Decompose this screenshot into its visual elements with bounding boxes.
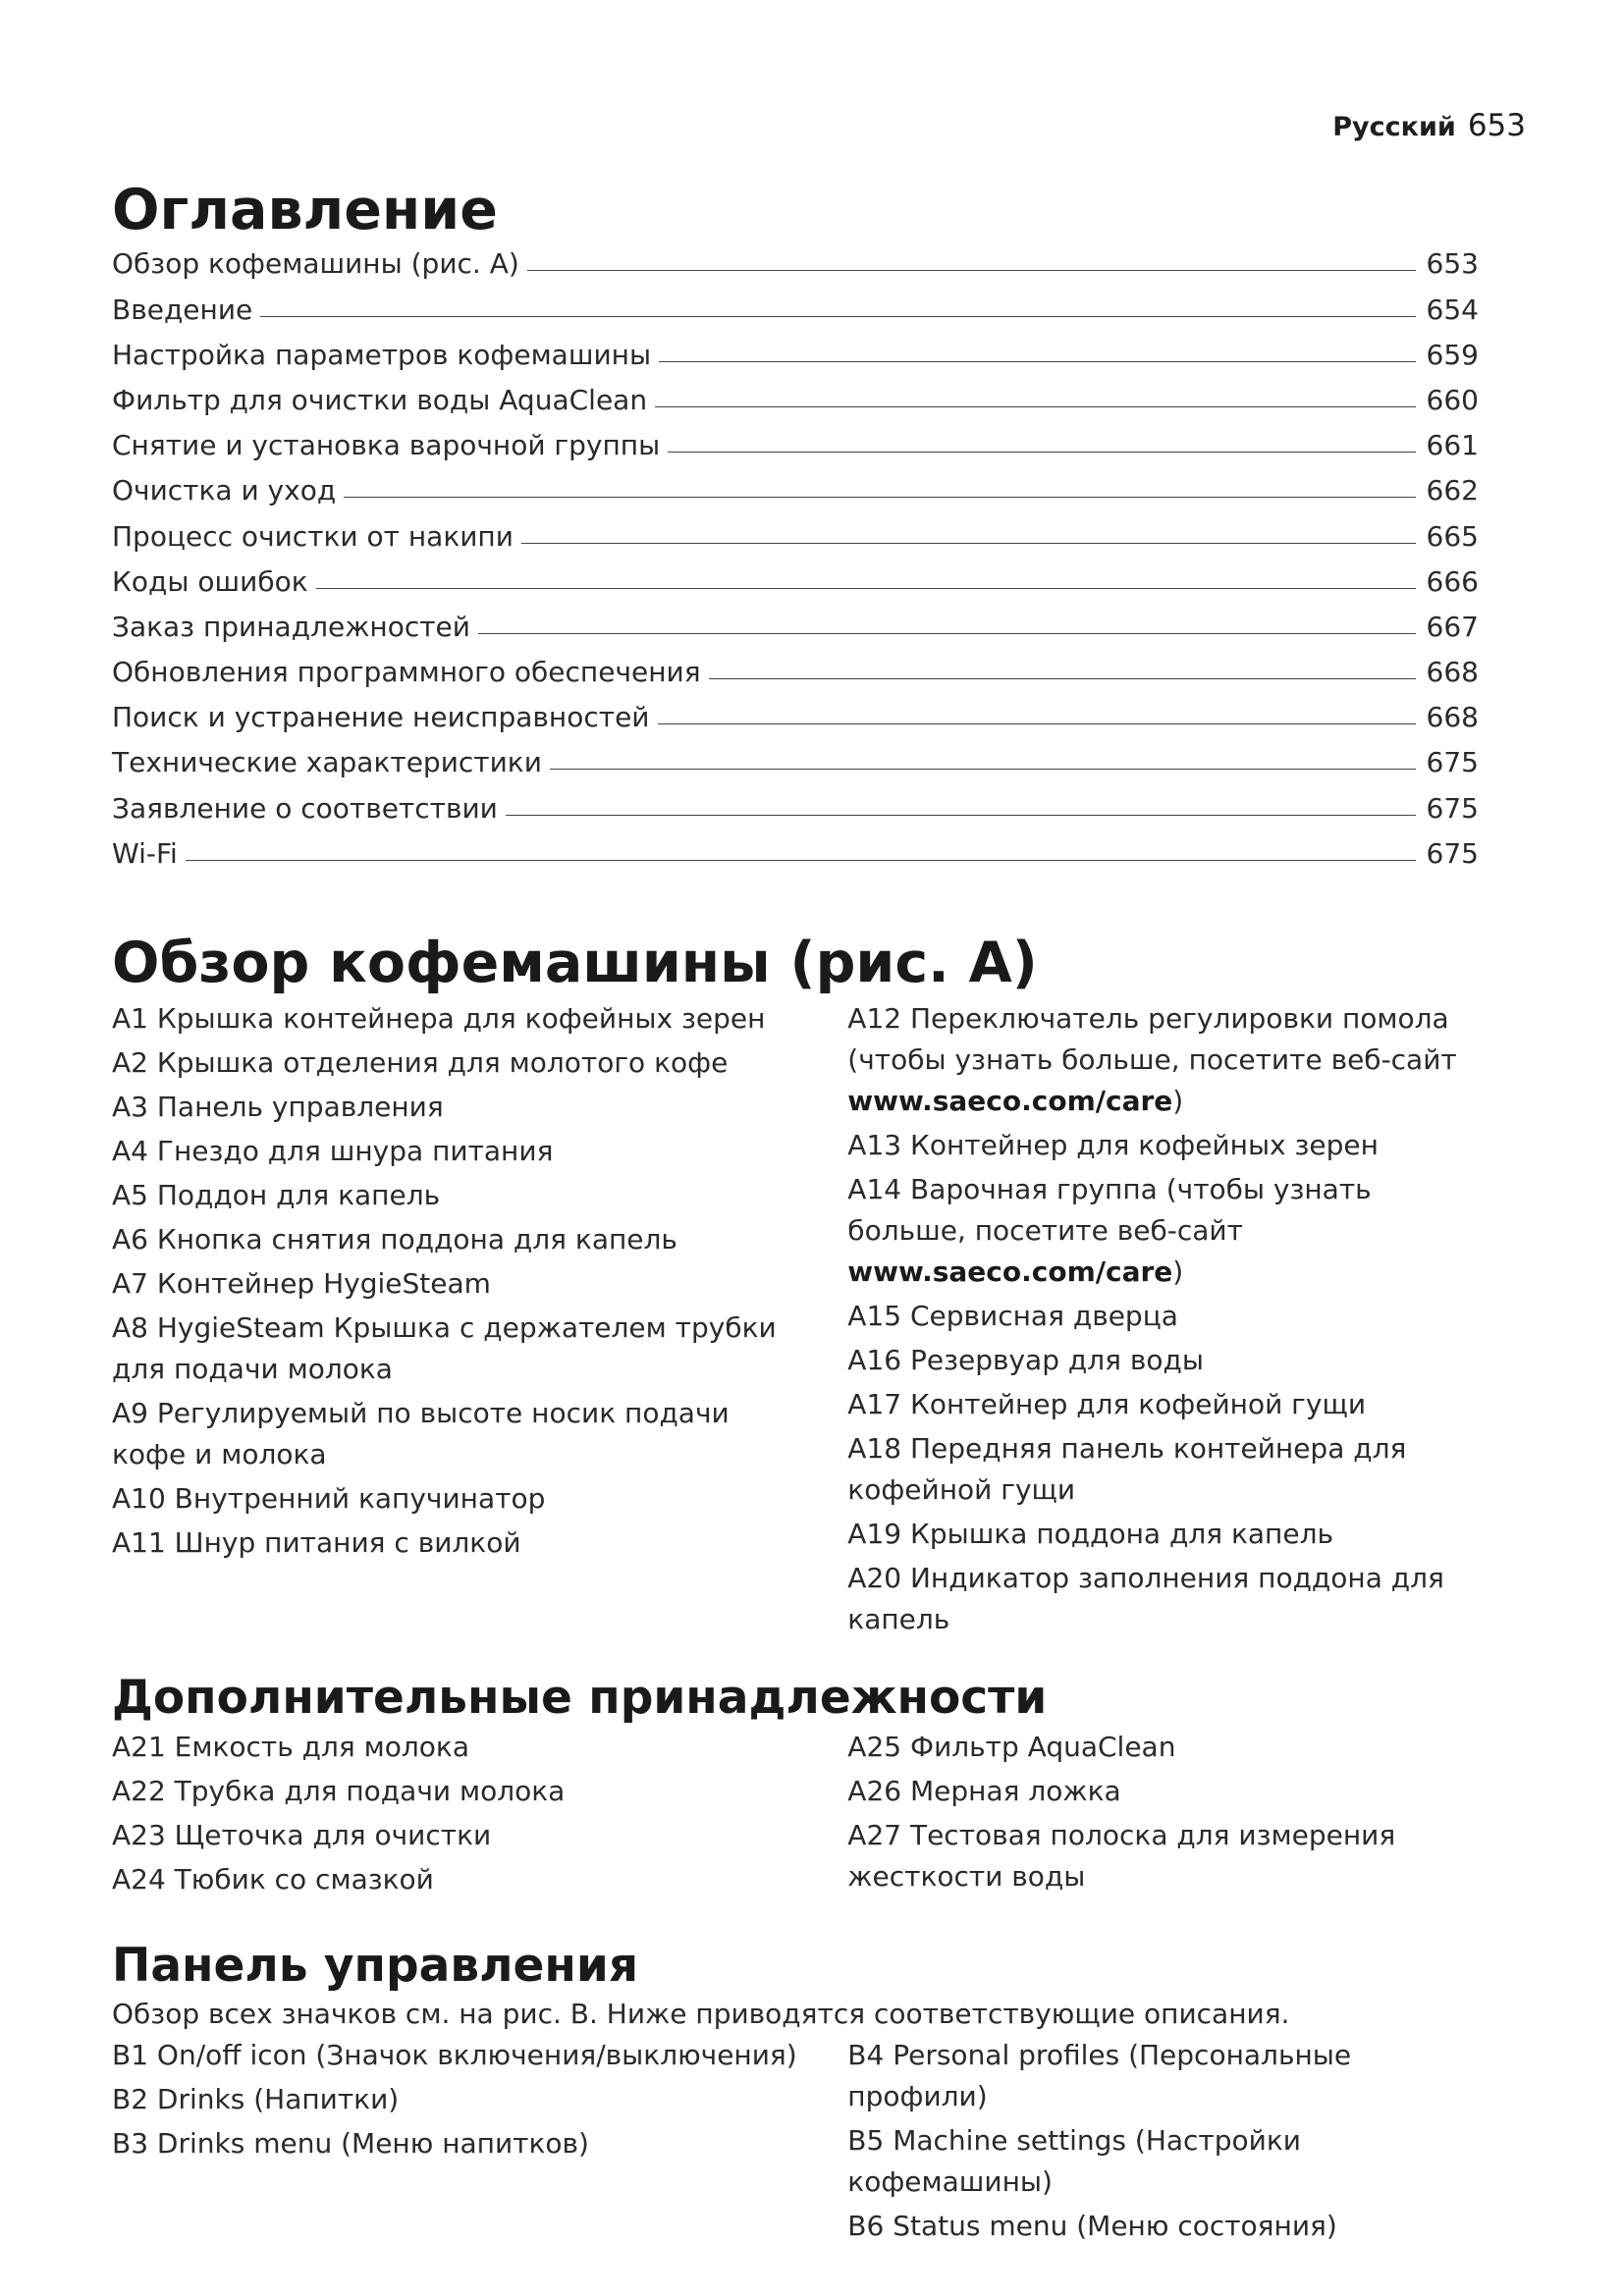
list-item: B5 Machine settings (Настройки кофемашины) [847,2124,1301,2199]
overview-right-column [847,998,1487,1643]
page-number: 653 [1467,108,1526,143]
list-item: A23 Щеточка для очистки [112,1818,492,1851]
toc-entry-page: 675 [1426,746,1479,779]
toc-entry[interactable] [112,701,1479,746]
toc-leader [655,406,1416,407]
accessories-right-column [847,1727,1487,1903]
control-panel-intro: Обзор всех значков см. на рис. B. Ниже приводятся соответствующие описания. [112,1998,1290,2031]
list-item: A18 Передняя панель контейнера для кофейной гущи [847,1432,1407,1507]
page-header [1332,108,1526,143]
toc-leader [659,361,1416,362]
toc-entry-title: Фильтр для очистки воды AquaClean [112,383,648,416]
list-item: A11 Шнур питания с вилкой [112,1526,521,1560]
toc-leader [316,588,1416,589]
toc-entry[interactable] [112,339,1479,384]
list-item: A2 Крышка отделения для молотого кофе [112,1046,729,1080]
control-panel-title: Панель управления [112,1938,639,1993]
toc-entry-title: Введение [112,293,253,326]
list-item-suffix: ) [1172,1085,1184,1118]
toc-entry-title: Настройка параметров кофемашины [112,338,652,371]
list-item: A24 Тюбик со смазкой [112,1862,434,1896]
toc-entry[interactable] [112,746,1479,791]
toc-entry-page: 667 [1426,610,1479,643]
toc-entry-page: 660 [1426,383,1479,416]
toc-entry-page: 675 [1426,836,1479,870]
toc-leader [527,270,1416,271]
list-item: A3 Панель управления [112,1091,444,1124]
list-item [847,1169,1487,1293]
toc-entry-page: 662 [1426,474,1479,507]
accessories-left-column [112,1727,847,1903]
control-panel-left-column [112,2035,847,2250]
toc-entry[interactable] [112,611,1479,656]
table-of-contents [112,247,1479,882]
toc-leader [506,815,1416,816]
list-item: A26 Мерная ложка [847,1774,1121,1807]
overview-section [112,930,1487,1643]
toc-entry[interactable] [112,384,1479,429]
list-item: A6 Кнопка снятия поддона для капель [112,1223,677,1256]
toc-entry-title: Коды ошибок [112,564,308,598]
overview-left-column [112,998,847,1643]
toc-entry[interactable] [112,837,1479,882]
list-item-suffix: ) [1172,1255,1184,1289]
list-item: B6 Status menu (Меню состояния) [847,2210,1337,2243]
toc-leader [521,543,1416,544]
toc-leader [478,633,1416,634]
list-item: B3 Drinks menu (Меню напитков) [112,2127,589,2161]
list-item: A5 Поддон для капель [112,1179,441,1212]
language-label: Русский [1332,112,1456,142]
toc-entry-title: Wi-Fi [112,836,178,870]
toc-entry[interactable] [112,792,1479,837]
toc-entry-page: 668 [1426,656,1479,689]
toc-entry[interactable] [112,247,1479,293]
toc-entry-page: 659 [1426,338,1479,371]
toc-entry-page: 668 [1426,701,1479,734]
list-item: A7 Контейнер HygieSteam [112,1267,491,1301]
accessories-title: Дополнительные принадлежности [112,1671,1048,1726]
toc-entry-title: Процесс очистки от накипи [112,519,514,553]
list-item: A19 Крышка поддона для капель [847,1518,1333,1551]
toc-entry-page: 665 [1426,519,1479,553]
page-content [112,177,1487,2250]
toc-entry-page: 654 [1426,293,1479,326]
list-item: A22 Трубка для подачи молока [112,1774,566,1807]
accessories-section [112,1671,1487,1902]
list-item [847,998,1487,1122]
toc-leader [344,497,1416,498]
list-item: A15 Сервисная дверца [847,1300,1178,1333]
accessories-columns [112,1727,1487,1903]
toc-entry-title: Заказ принадлежностей [112,610,470,643]
list-item-text: A12 Переключатель регулировки помола (чтобы узнать больше, посетите веб-сайт [847,1002,1457,1077]
toc-entry-page: 653 [1426,247,1479,281]
toc-entry-title: Обновления программного обеспечения [112,656,701,689]
list-item: A13 Контейнер для кофейных зерен [847,1129,1379,1162]
toc-entry-title: Заявление о соответствии [112,791,498,825]
website-link[interactable]: www.saeco.com/care [847,1085,1173,1118]
list-item: A9 Регулируемый по высоте носик подачи кофе и молока [112,1397,730,1471]
toc-entry-title: Очистка и уход [112,474,337,507]
toc-entry-title: Снятие и установка варочной группы [112,429,661,462]
list-item: A21 Емкость для молока [112,1730,469,1763]
toc-entry[interactable] [112,294,1479,339]
list-item-text: A14 Варочная группа (чтобы узнать больше, посетите веб-сайт [847,1173,1372,1248]
toc-leader [658,723,1417,724]
toc-leader [709,678,1416,679]
toc-entry[interactable] [112,656,1479,701]
control-panel-right-column [847,2035,1487,2250]
toc-entry-title: Обзор кофемашины (рис. A) [112,247,519,281]
toc-leader [550,769,1416,770]
website-link[interactable]: www.saeco.com/care [847,1255,1173,1289]
list-item: A27 Тестовая полоска для измерения жесткости воды [847,1818,1396,1893]
toc-leader [668,452,1416,453]
list-item: A17 Контейнер для кофейной гущи [847,1388,1367,1421]
toc-entry-title: Поиск и устранение неисправностей [112,701,650,734]
overview-columns [112,998,1487,1643]
list-item: A20 Индикатор заполнения поддона для капель [847,1562,1444,1636]
list-item: A25 Фильтр AquaClean [847,1730,1176,1763]
control-panel-section [112,1939,1487,2250]
list-item: A4 Гнездо для шнура питания [112,1135,554,1168]
toc-entry-title: Технические характеристики [112,746,542,779]
toc-entry[interactable] [112,565,1479,611]
toc-entry-page: 666 [1426,564,1479,598]
toc-entry-page: 661 [1426,429,1479,462]
overview-title: Обзор кофемашины (рис. A) [112,931,1038,996]
list-item: B2 Drinks (Напитки) [112,2083,400,2116]
list-item: A1 Крышка контейнера для кофейных зерен [112,1002,766,1036]
toc-entry[interactable] [112,429,1479,474]
list-item: A8 HygieSteam Крышка с держателем трубки для подачи молока [112,1311,777,1386]
list-item: B4 Personal profiles (Персональные профили) [847,2039,1352,2113]
toc-title: Оглавление [112,178,498,242]
toc-leader [260,316,1416,317]
toc-entry[interactable] [112,474,1479,519]
list-item: B1 On/off icon (Значок включения/выключения) [112,2039,797,2072]
toc-entry[interactable] [112,520,1479,565]
list-item: A16 Резервуар для воды [847,1344,1204,1377]
control-panel-columns [112,2035,1487,2250]
toc-leader [186,860,1416,861]
toc-entry-page: 675 [1426,791,1479,825]
list-item: A10 Внутренний капучинатор [112,1482,546,1516]
